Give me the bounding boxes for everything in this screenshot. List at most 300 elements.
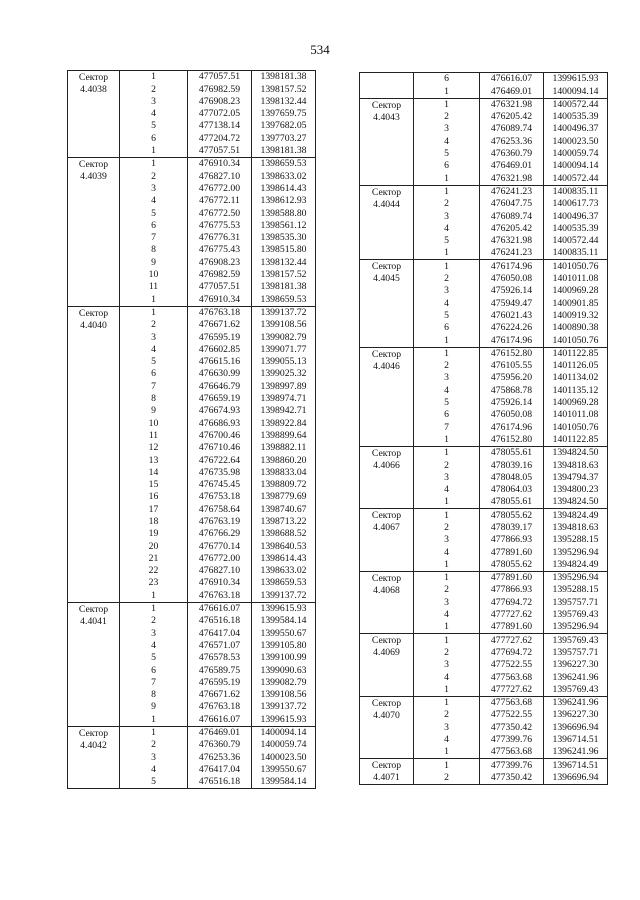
y-coordinate: 1398899.64 <box>252 430 316 442</box>
x-coordinate: 476469.01 <box>480 160 544 172</box>
y-coordinate: 1398633.02 <box>252 170 316 182</box>
y-coordinate: 1396714.51 <box>544 734 608 746</box>
point-number: 2 <box>120 615 188 627</box>
x-coordinate: 477522.55 <box>480 709 544 721</box>
x-coordinate: 476321.98 <box>480 98 544 111</box>
point-number: 3 <box>120 627 188 639</box>
x-coordinate: 476827.10 <box>188 170 252 182</box>
y-coordinate: 1400094.14 <box>544 85 608 98</box>
point-number: 2 <box>120 170 188 182</box>
point-number: 3 <box>120 751 188 763</box>
point-number: 2 <box>414 111 480 123</box>
table-row <box>68 71 316 84</box>
y-coordinate: 1400023.50 <box>544 135 608 147</box>
point-number: 2 <box>414 584 480 596</box>
point-number: 1 <box>120 145 188 158</box>
y-coordinate: 1394824.49 <box>544 509 608 522</box>
y-coordinate: 1396227.30 <box>544 659 608 671</box>
point-number: 3 <box>414 659 480 671</box>
x-coordinate: 478055.61 <box>480 496 544 509</box>
x-coordinate: 477891.60 <box>480 546 544 558</box>
x-coordinate: 476417.04 <box>188 764 252 776</box>
y-coordinate: 1395769.43 <box>544 684 608 697</box>
point-number: 12 <box>120 442 188 454</box>
y-coordinate: 1396227.30 <box>544 709 608 721</box>
x-coordinate: 476571.07 <box>188 640 252 652</box>
x-coordinate: 475949.47 <box>480 297 544 309</box>
table-row <box>68 602 316 615</box>
point-number: 3 <box>120 183 188 195</box>
y-coordinate: 1395757.71 <box>544 596 608 608</box>
point-number: 4 <box>414 223 480 235</box>
y-coordinate: 1401011.08 <box>544 409 608 421</box>
x-coordinate: 476982.59 <box>188 83 252 95</box>
point-number: 17 <box>120 503 188 515</box>
y-coordinate: 1400835.11 <box>544 185 608 198</box>
point-number: 7 <box>120 380 188 392</box>
y-coordinate: 1398688.52 <box>252 528 316 540</box>
point-number: 1 <box>414 185 480 198</box>
y-coordinate: 1394818.63 <box>544 522 608 534</box>
point-number: 2 <box>414 772 480 785</box>
x-coordinate: 475926.14 <box>480 397 544 409</box>
y-coordinate: 1401135.12 <box>544 384 608 396</box>
y-coordinate: 1400496.37 <box>544 210 608 222</box>
y-coordinate: 1398535.30 <box>252 232 316 244</box>
y-coordinate: 1394824.50 <box>544 496 608 509</box>
x-coordinate: 476089.74 <box>480 210 544 222</box>
sector-label: Сектор 4.4066 <box>360 446 414 508</box>
point-number: 7 <box>120 677 188 689</box>
x-coordinate: 476775.43 <box>188 244 252 256</box>
y-coordinate: 1399100.99 <box>252 652 316 664</box>
point-number: 5 <box>120 120 188 132</box>
x-coordinate: 476735.98 <box>188 467 252 479</box>
point-number: 2 <box>414 273 480 285</box>
y-coordinate: 1395769.43 <box>544 609 608 621</box>
x-coordinate: 477399.76 <box>480 759 544 772</box>
point-number: 9 <box>120 701 188 713</box>
x-coordinate: 476050.08 <box>480 409 544 421</box>
table-row <box>360 634 608 647</box>
x-coordinate: 476105.55 <box>480 360 544 372</box>
point-number: 5 <box>414 148 480 160</box>
point-number: 8 <box>120 689 188 701</box>
point-number: 6 <box>120 368 188 380</box>
y-coordinate: 1398882.11 <box>252 442 316 454</box>
y-coordinate: 1398181.38 <box>252 145 316 158</box>
x-coordinate: 477350.42 <box>480 721 544 733</box>
x-coordinate: 476615.16 <box>188 356 252 368</box>
y-coordinate: 1398614.43 <box>252 183 316 195</box>
point-number: 4 <box>414 734 480 746</box>
point-number: 2 <box>120 739 188 751</box>
point-number: 1 <box>120 713 188 726</box>
point-number: 19 <box>120 528 188 540</box>
y-coordinate: 1398659.53 <box>252 293 316 306</box>
point-number: 1 <box>414 247 480 260</box>
x-coordinate: 476469.01 <box>188 726 252 739</box>
point-number: 4 <box>414 297 480 309</box>
y-coordinate: 1399105.80 <box>252 640 316 652</box>
point-number: 1 <box>120 589 188 602</box>
y-coordinate: 1396696.94 <box>544 772 608 785</box>
coordinates-table-right <box>359 72 608 785</box>
x-coordinate: 478064.03 <box>480 484 544 496</box>
point-number: 3 <box>414 123 480 135</box>
y-coordinate: 1401050.76 <box>544 421 608 433</box>
sector-label: Сектор 4.4040 <box>68 306 120 602</box>
x-coordinate: 476417.04 <box>188 627 252 639</box>
x-coordinate: 478039.17 <box>480 522 544 534</box>
y-coordinate: 1400023.50 <box>252 751 316 763</box>
point-number: 1 <box>414 684 480 697</box>
x-coordinate: 476602.85 <box>188 344 252 356</box>
x-coordinate: 476763.19 <box>188 516 252 528</box>
y-coordinate: 1398860.20 <box>252 454 316 466</box>
point-number: 1 <box>414 746 480 759</box>
x-coordinate: 476766.29 <box>188 528 252 540</box>
x-coordinate: 476770.14 <box>188 540 252 552</box>
x-coordinate: 476253.36 <box>188 751 252 763</box>
y-coordinate: 1398942.71 <box>252 405 316 417</box>
y-coordinate: 1399615.93 <box>252 602 316 615</box>
point-number: 1 <box>414 260 480 273</box>
x-coordinate: 477727.62 <box>480 634 544 647</box>
point-number: 1 <box>414 509 480 522</box>
point-number: 2 <box>120 83 188 95</box>
coordinates-table-left <box>67 70 316 789</box>
point-number: 1 <box>414 634 480 647</box>
x-coordinate: 476616.07 <box>188 713 252 726</box>
x-coordinate: 475956.20 <box>480 372 544 384</box>
x-coordinate: 475926.14 <box>480 285 544 297</box>
x-coordinate: 476595.19 <box>188 331 252 343</box>
x-coordinate: 476050.08 <box>480 273 544 285</box>
sector-label: Сектор 4.4039 <box>68 158 120 307</box>
sector-label: Сектор 4.4038 <box>68 71 120 158</box>
y-coordinate: 1395296.94 <box>544 621 608 634</box>
y-coordinate: 1395296.94 <box>544 546 608 558</box>
point-number: 1 <box>414 347 480 360</box>
y-coordinate: 1398515.80 <box>252 244 316 256</box>
y-coordinate: 1399108.56 <box>252 689 316 701</box>
sector-label: Сектор 4.4046 <box>360 347 414 446</box>
point-number: 10 <box>120 417 188 429</box>
y-coordinate: 1398157.52 <box>252 83 316 95</box>
x-coordinate: 476722.64 <box>188 454 252 466</box>
sector-label: Сектор 4.4067 <box>360 509 414 571</box>
x-coordinate: 476700.46 <box>188 430 252 442</box>
point-number: 1 <box>414 172 480 185</box>
x-coordinate: 478055.62 <box>480 559 544 572</box>
y-coordinate: 1400919.32 <box>544 310 608 322</box>
y-coordinate: 1398132.44 <box>252 96 316 108</box>
point-number: 2 <box>414 198 480 210</box>
x-coordinate: 478055.61 <box>480 446 544 459</box>
x-coordinate: 476360.79 <box>480 148 544 160</box>
table-row <box>360 347 608 360</box>
point-number: 5 <box>414 397 480 409</box>
x-coordinate: 477866.93 <box>480 584 544 596</box>
y-coordinate: 1400059.74 <box>544 148 608 160</box>
sector-label: Сектор 4.4043 <box>360 98 414 185</box>
x-coordinate: 476674.93 <box>188 405 252 417</box>
x-coordinate: 477204.72 <box>188 132 252 144</box>
point-number: 4 <box>414 671 480 683</box>
point-number: 1 <box>120 306 188 319</box>
x-coordinate: 476021.43 <box>480 310 544 322</box>
y-coordinate: 1394818.63 <box>544 459 608 471</box>
x-coordinate: 476224.26 <box>480 322 544 334</box>
y-coordinate: 1395769.43 <box>544 634 608 647</box>
y-coordinate: 1399550.67 <box>252 627 316 639</box>
x-coordinate: 476321.98 <box>480 235 544 247</box>
y-coordinate: 1399584.14 <box>252 776 316 789</box>
sector-label: Сектор 4.4045 <box>360 260 414 347</box>
point-number: 2 <box>414 647 480 659</box>
y-coordinate: 1400572.44 <box>544 172 608 185</box>
x-coordinate: 478039.16 <box>480 459 544 471</box>
x-coordinate: 476910.34 <box>188 293 252 306</box>
point-number: 22 <box>120 565 188 577</box>
y-coordinate: 1401134.02 <box>544 372 608 384</box>
y-coordinate: 1398922.84 <box>252 417 316 429</box>
y-coordinate: 1401122.85 <box>544 434 608 447</box>
y-coordinate: 1399108.56 <box>252 319 316 331</box>
y-coordinate: 1399082.79 <box>252 677 316 689</box>
y-coordinate: 1397682.05 <box>252 120 316 132</box>
x-coordinate: 477563.68 <box>480 746 544 759</box>
x-coordinate: 476776.31 <box>188 232 252 244</box>
point-number: 4 <box>414 384 480 396</box>
y-coordinate: 1398633.02 <box>252 565 316 577</box>
point-number: 9 <box>120 256 188 268</box>
point-number: 7 <box>414 421 480 433</box>
x-coordinate: 476910.34 <box>188 158 252 171</box>
x-coordinate: 478055.62 <box>480 509 544 522</box>
y-coordinate: 1398659.53 <box>252 577 316 589</box>
x-coordinate: 476758.64 <box>188 503 252 515</box>
y-coordinate: 1400835.11 <box>544 247 608 260</box>
y-coordinate: 1396241.96 <box>544 746 608 759</box>
y-coordinate: 1398997.89 <box>252 380 316 392</box>
x-coordinate: 476205.42 <box>480 223 544 235</box>
x-coordinate: 476616.07 <box>188 602 252 615</box>
x-coordinate: 476753.18 <box>188 491 252 503</box>
x-coordinate: 476772.00 <box>188 183 252 195</box>
x-coordinate: 476910.34 <box>188 577 252 589</box>
y-coordinate: 1400617.73 <box>544 198 608 210</box>
x-coordinate: 476908.23 <box>188 96 252 108</box>
table-row <box>360 446 608 459</box>
point-number: 1 <box>414 446 480 459</box>
y-coordinate: 1397703.27 <box>252 132 316 144</box>
point-number: 1 <box>414 334 480 347</box>
y-coordinate: 1395296.94 <box>544 571 608 584</box>
x-coordinate: 476152.80 <box>480 434 544 447</box>
point-number: 4 <box>120 640 188 652</box>
x-coordinate: 477522.55 <box>480 659 544 671</box>
y-coordinate: 1395288.15 <box>544 584 608 596</box>
point-number: 3 <box>120 331 188 343</box>
x-coordinate: 477563.68 <box>480 671 544 683</box>
y-coordinate: 1398974.71 <box>252 393 316 405</box>
point-number: 4 <box>120 344 188 356</box>
point-number: 4 <box>414 609 480 621</box>
y-coordinate: 1394794.37 <box>544 472 608 484</box>
y-coordinate: 1400094.14 <box>544 160 608 172</box>
x-coordinate: 477350.42 <box>480 772 544 785</box>
point-number: 1 <box>414 559 480 572</box>
x-coordinate: 476827.10 <box>188 565 252 577</box>
y-coordinate: 1398132.44 <box>252 256 316 268</box>
point-number: 8 <box>120 244 188 256</box>
point-number: 9 <box>120 405 188 417</box>
table-row <box>360 98 608 111</box>
point-number: 3 <box>120 96 188 108</box>
point-number: 6 <box>120 132 188 144</box>
table-row <box>360 185 608 198</box>
y-coordinate: 1399550.67 <box>252 764 316 776</box>
y-coordinate: 1395288.15 <box>544 534 608 546</box>
x-coordinate: 476763.18 <box>188 589 252 602</box>
y-coordinate: 1396241.96 <box>544 671 608 683</box>
x-coordinate: 476321.98 <box>480 172 544 185</box>
x-coordinate: 476908.23 <box>188 256 252 268</box>
sector-label: Сектор 4.4044 <box>360 185 414 260</box>
sector-label: Сектор 4.4042 <box>68 726 120 788</box>
point-number: 8 <box>120 393 188 405</box>
table-row <box>360 696 608 709</box>
x-coordinate: 476174.96 <box>480 334 544 347</box>
sector-label <box>360 73 414 99</box>
point-number: 2 <box>414 360 480 372</box>
x-coordinate: 476152.80 <box>480 347 544 360</box>
point-number: 4 <box>414 135 480 147</box>
x-coordinate: 476360.79 <box>188 739 252 751</box>
y-coordinate: 1399055.13 <box>252 356 316 368</box>
y-coordinate: 1397659.75 <box>252 108 316 120</box>
point-number: 1 <box>120 602 188 615</box>
point-number: 3 <box>414 472 480 484</box>
point-number: 1 <box>120 71 188 84</box>
y-coordinate: 1399082.79 <box>252 331 316 343</box>
y-coordinate: 1400496.37 <box>544 123 608 135</box>
point-number: 13 <box>120 454 188 466</box>
y-coordinate: 1399025.32 <box>252 368 316 380</box>
table-row <box>360 571 608 584</box>
point-number: 10 <box>120 269 188 281</box>
x-coordinate: 476516.18 <box>188 615 252 627</box>
point-number: 5 <box>120 776 188 789</box>
y-coordinate: 1398779.69 <box>252 491 316 503</box>
table-row <box>360 73 608 86</box>
point-number: 2 <box>414 459 480 471</box>
point-number: 11 <box>120 281 188 293</box>
y-coordinate: 1396714.51 <box>544 759 608 772</box>
point-number: 4 <box>120 195 188 207</box>
y-coordinate: 1394824.50 <box>544 446 608 459</box>
y-coordinate: 1401050.76 <box>544 260 608 273</box>
y-coordinate: 1398561.12 <box>252 220 316 232</box>
point-number: 1 <box>414 696 480 709</box>
x-coordinate: 476241.23 <box>480 185 544 198</box>
point-number: 5 <box>414 310 480 322</box>
x-coordinate: 477694.72 <box>480 647 544 659</box>
sector-label: Сектор 4.4041 <box>68 602 120 726</box>
y-coordinate: 1398614.43 <box>252 553 316 565</box>
x-coordinate: 477727.62 <box>480 684 544 697</box>
x-coordinate: 477891.60 <box>480 621 544 634</box>
x-coordinate: 476772.11 <box>188 195 252 207</box>
x-coordinate: 476710.46 <box>188 442 252 454</box>
point-number: 18 <box>120 516 188 528</box>
point-number: 21 <box>120 553 188 565</box>
point-number: 6 <box>414 160 480 172</box>
point-number: 4 <box>120 764 188 776</box>
sector-label: Сектор 4.4071 <box>360 759 414 785</box>
x-coordinate: 476578.53 <box>188 652 252 664</box>
y-coordinate: 1400059.74 <box>252 739 316 751</box>
y-coordinate: 1401011.08 <box>544 273 608 285</box>
y-coordinate: 1399615.93 <box>544 73 608 86</box>
point-number: 1 <box>414 571 480 584</box>
point-number: 15 <box>120 479 188 491</box>
x-coordinate: 476763.18 <box>188 306 252 319</box>
x-coordinate: 476745.45 <box>188 479 252 491</box>
y-coordinate: 1395757.71 <box>544 647 608 659</box>
point-number: 11 <box>120 430 188 442</box>
y-coordinate: 1401122.85 <box>544 347 608 360</box>
point-number: 1 <box>414 759 480 772</box>
point-number: 1 <box>120 726 188 739</box>
point-number: 2 <box>414 522 480 534</box>
x-coordinate: 476241.23 <box>480 247 544 260</box>
table-row <box>68 158 316 171</box>
y-coordinate: 1399137.72 <box>252 701 316 713</box>
sector-label: Сектор 4.4068 <box>360 571 414 633</box>
table-row <box>360 260 608 273</box>
y-coordinate: 1398612.93 <box>252 195 316 207</box>
y-coordinate: 1398809.72 <box>252 479 316 491</box>
y-coordinate: 1398659.53 <box>252 158 316 171</box>
point-number: 5 <box>120 207 188 219</box>
point-number: 3 <box>414 721 480 733</box>
point-number: 1 <box>414 85 480 98</box>
x-coordinate: 476174.96 <box>480 421 544 433</box>
y-coordinate: 1400969.28 <box>544 397 608 409</box>
point-number: 5 <box>414 235 480 247</box>
y-coordinate: 1396696.94 <box>544 721 608 733</box>
point-number: 7 <box>120 232 188 244</box>
x-coordinate: 476174.96 <box>480 260 544 273</box>
y-coordinate: 1394800.23 <box>544 484 608 496</box>
point-number: 2 <box>120 319 188 331</box>
x-coordinate: 476253.36 <box>480 135 544 147</box>
sector-label: Сектор 4.4070 <box>360 696 414 758</box>
x-coordinate: 476671.62 <box>188 689 252 701</box>
x-coordinate: 476516.18 <box>188 776 252 789</box>
point-number: 6 <box>414 409 480 421</box>
y-coordinate: 1400901.85 <box>544 297 608 309</box>
table-row <box>360 509 608 522</box>
table-row <box>68 306 316 319</box>
x-coordinate: 476775.53 <box>188 220 252 232</box>
point-number: 14 <box>120 467 188 479</box>
x-coordinate: 476671.62 <box>188 319 252 331</box>
x-coordinate: 477727.62 <box>480 609 544 621</box>
